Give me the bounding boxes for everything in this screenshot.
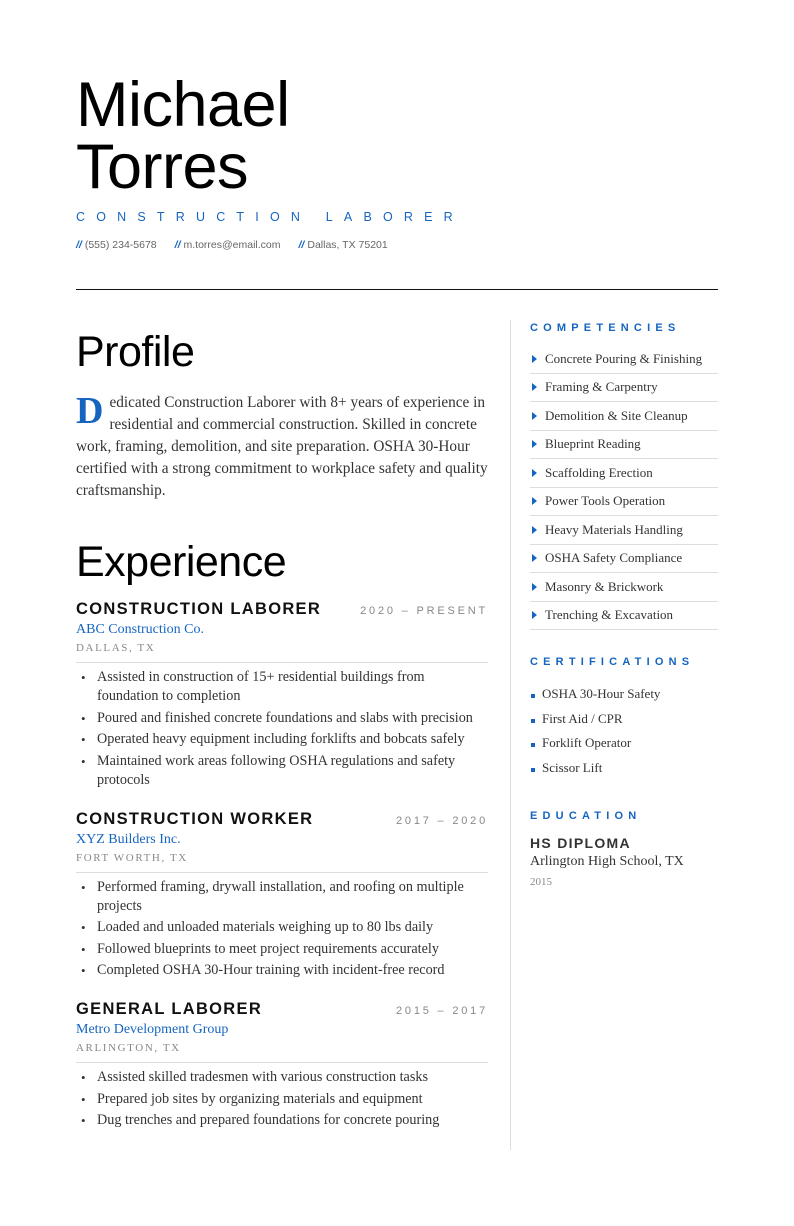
certification-item [530, 707, 718, 732]
certification-item [530, 682, 718, 707]
triangle-bullet-icon [532, 355, 537, 363]
job-dates: 2020 – PRESENT [360, 605, 488, 617]
last-name: Torres [76, 132, 249, 202]
square-bullet-icon [531, 719, 535, 723]
phone-text: (555) 234-5678 [84, 239, 157, 251]
competency-label: Scaffolding Erection [545, 464, 653, 480]
job-dates: 2017 – 2020 [396, 814, 488, 827]
bullet-item: • Assisted in construction of 15+ residential buildings from foundation to completion [76, 668, 488, 706]
certifications-list [530, 682, 718, 780]
company-name: ABC Construction Co. [76, 622, 204, 637]
job-bullets [76, 1068, 488, 1130]
contact-row [76, 238, 718, 252]
competency-item [530, 374, 718, 403]
resume-header [76, 70, 718, 252]
bullet-item: • Dug trenches and prepared foundations for concrete pouring [76, 1111, 488, 1130]
sidebar [530, 320, 718, 892]
competency-item [530, 488, 718, 517]
education-school: Arlington High School, TX [530, 854, 684, 869]
competency-label: Power Tools Operation [545, 493, 666, 509]
competency-item [530, 459, 718, 488]
profile-text: edicated Construction Laborer with 8+ years of experience in residential and commercial construction. Skilled in concrete work, framing, demolition, and site preparation. OSHA 30-Hour certified with a strong commitment to workplace safety and quality craftsmanship. [76, 394, 488, 499]
dropcap: D [76, 390, 104, 432]
certification-item [530, 731, 718, 756]
job-title: CONSTRUCTION LABORER [76, 210, 464, 224]
triangle-bullet-icon [532, 497, 537, 505]
contact-email [175, 238, 281, 252]
profile-summary [76, 392, 488, 502]
slash-icon: // [298, 239, 305, 251]
certification-label: Scissor Lift [542, 759, 603, 775]
experience-heading: Experience [76, 538, 287, 586]
competency-item [530, 545, 718, 574]
email-text: m.torres@email.com [183, 239, 281, 251]
job-entry [76, 598, 488, 790]
job-role: CONSTRUCTION LABORER [76, 600, 322, 618]
competency-label: OSHA Safety Compliance [545, 550, 683, 566]
certification-label: Forklift Operator [542, 735, 632, 751]
job-bullets [76, 668, 488, 790]
competency-label: Framing & Carpentry [545, 379, 658, 395]
job-dates: 2015 – 2017 [396, 1005, 488, 1017]
bullet-item: • Assisted skilled tradesmen with various construction tasks [76, 1068, 488, 1087]
job-location: DALLAS, TX [76, 640, 488, 663]
competency-item [530, 573, 718, 602]
certification-label: First Aid / CPR [542, 710, 623, 726]
education-degree: HS DIPLOMA [530, 835, 631, 851]
slash-icon: // [76, 239, 82, 251]
competency-item [530, 516, 718, 545]
competency-label: Masonry & Brickwork [545, 578, 664, 594]
competency-item [530, 345, 718, 374]
job-location: FORT WORTH, TX [76, 850, 488, 873]
certification-label: OSHA 30-Hour Safety [542, 686, 661, 702]
triangle-bullet-icon [532, 526, 537, 534]
bullet-item: • Prepared job sites by organizing materials and equipment [76, 1090, 488, 1109]
job-role: GENERAL LABORER [76, 1000, 263, 1018]
first-name: Michael [76, 70, 290, 140]
competency-item [530, 431, 718, 460]
job-location: ARLINGTON, TX [76, 1040, 488, 1063]
bullet-item: • Followed blueprints to meet project requirements accurately [76, 940, 488, 959]
bullet-item: • Performed framing, drywall installation, and roofing on multiple projects [76, 878, 488, 916]
profile-heading: Profile [76, 328, 195, 376]
education-heading: EDUCATION [530, 810, 642, 822]
square-bullet-icon [531, 768, 535, 772]
competency-label: Trenching & Excavation [545, 607, 674, 623]
bullet-item: • Maintained work areas following OSHA regulations and safety protocols [76, 752, 488, 790]
education-year: 2015 [530, 876, 552, 888]
triangle-bullet-icon [532, 440, 537, 448]
triangle-bullet-icon [532, 383, 537, 391]
job-role: CONSTRUCTION WORKER [76, 809, 314, 828]
competency-label: Heavy Materials Handling [545, 521, 683, 537]
job-bullets [76, 878, 488, 981]
triangle-bullet-icon [532, 554, 537, 562]
competency-label: Blueprint Reading [545, 436, 641, 452]
competencies-list [530, 345, 718, 630]
triangle-bullet-icon [532, 412, 537, 420]
bullet-item: • Loaded and unloaded materials weighing up to 80 lbs daily [76, 918, 488, 937]
job-entry [76, 998, 488, 1130]
bullet-item: • Completed OSHA 30-Hour training with incident-free record [76, 961, 488, 980]
certification-item [530, 756, 718, 781]
triangle-bullet-icon [532, 611, 537, 619]
contact-phone [76, 238, 157, 252]
square-bullet-icon [531, 743, 535, 747]
competencies-heading: COMPETENCIES [530, 322, 681, 334]
company-name: Metro Development Group [76, 1022, 229, 1037]
bullet-item: • Poured and finished concrete foundations and slabs with precision [76, 709, 488, 728]
slash-icon: // [174, 239, 181, 251]
square-bullet-icon [531, 694, 535, 698]
job-entry [76, 808, 488, 981]
header-divider [76, 289, 718, 290]
triangle-bullet-icon [532, 469, 537, 477]
location-text: Dallas, TX 75201 [307, 239, 388, 251]
bullet-item: • Operated heavy equipment including forklifts and bobcats safely [76, 730, 488, 749]
company-name: XYZ Builders Inc. [76, 831, 181, 847]
contact-location [299, 238, 388, 252]
competency-label: Demolition & Site Cleanup [545, 407, 688, 423]
certifications-heading: CERTIFICATIONS [530, 656, 695, 668]
column-divider [510, 320, 511, 1150]
competency-label: Concrete Pouring & Finishing [545, 350, 703, 366]
competency-item [530, 402, 718, 431]
competency-item [530, 602, 718, 631]
triangle-bullet-icon [532, 583, 537, 591]
main-column [76, 320, 488, 1133]
